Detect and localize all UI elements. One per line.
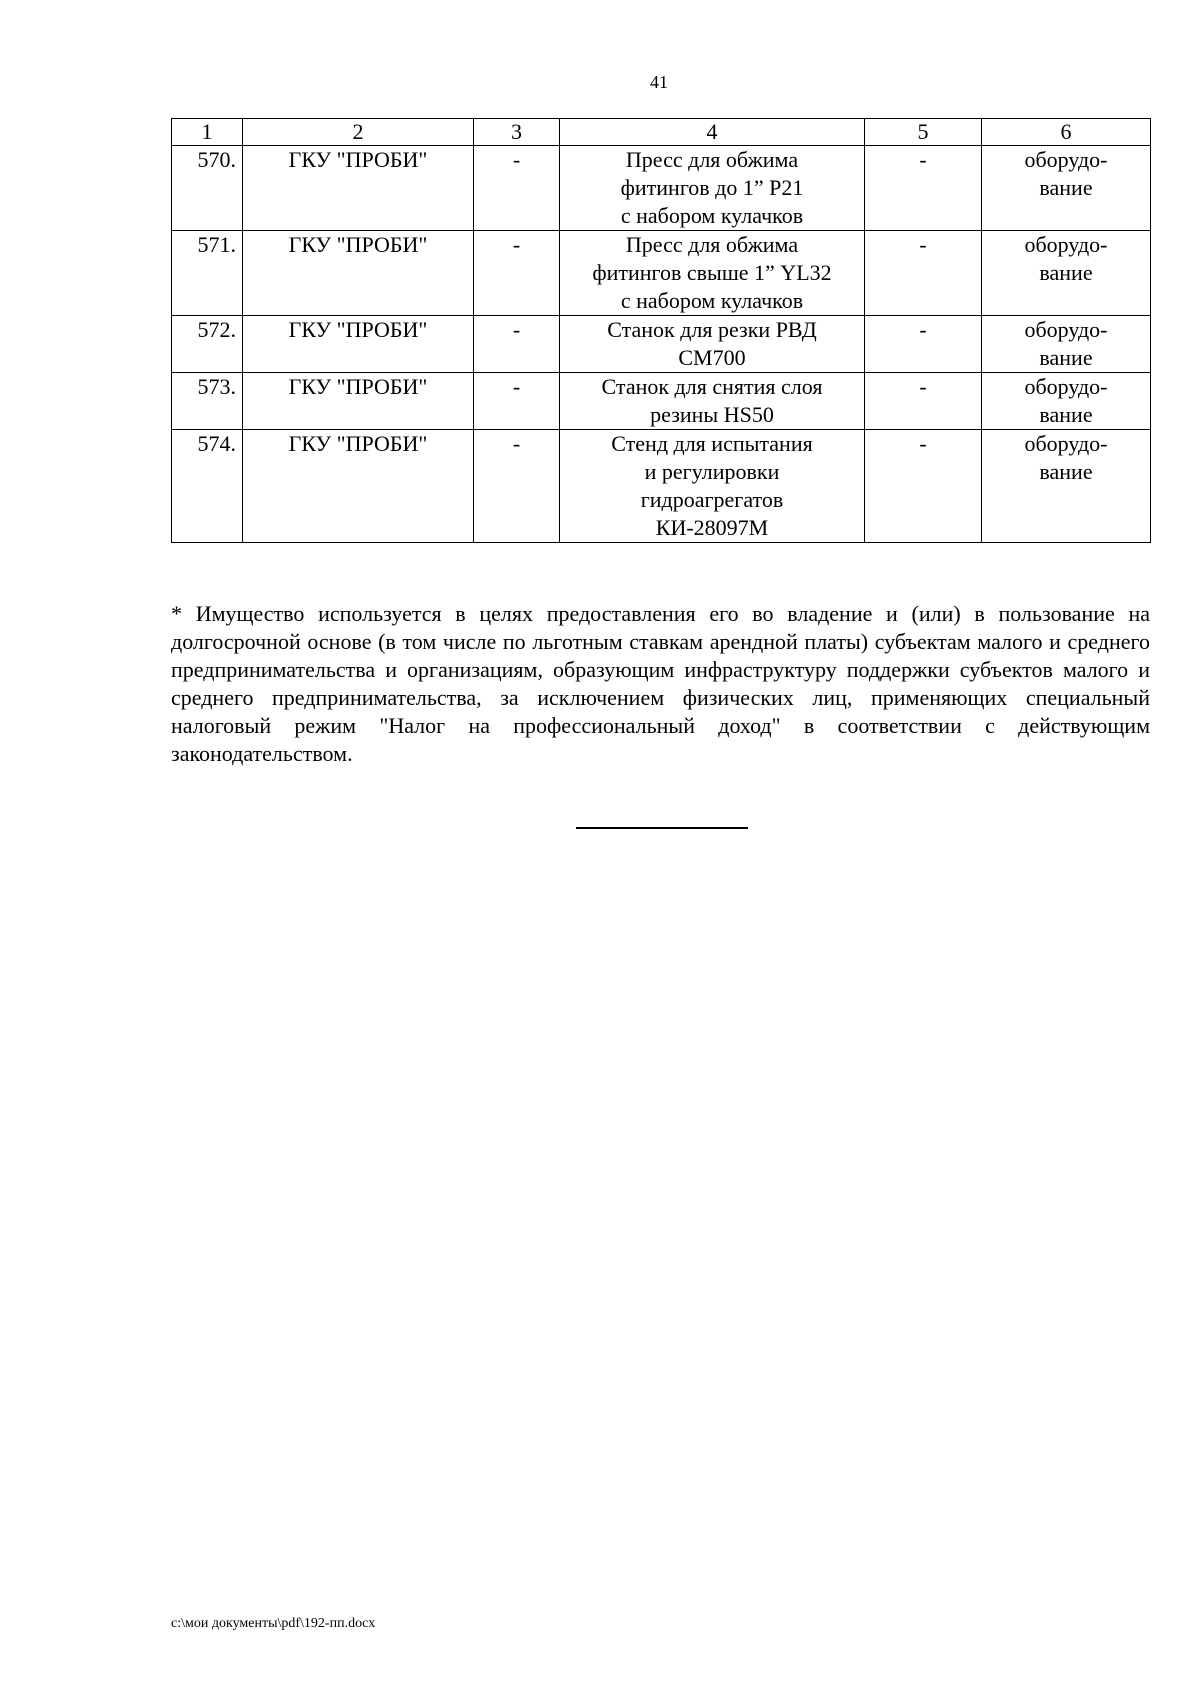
property-name-cell: Стенд для испытания и регулировки гидроагрегатов КИ-28097М: [560, 430, 865, 543]
property-type-cell: оборудо- вание: [982, 231, 1151, 316]
property-name-cell: Пресс для обжима фитингов до 1” P21 с набором кулачков: [560, 146, 865, 231]
holder-cell: ГКУ "ПРОБИ": [243, 373, 474, 430]
column-5-cell: -: [865, 373, 982, 430]
column-3-cell: -: [474, 146, 560, 231]
column-3-cell: -: [474, 316, 560, 373]
row-number-cell: 570.: [172, 146, 243, 231]
footnote-text: * Имущество используется в целях предоставления его во владение и (или) в пользование на долгосрочной основе (в том числе по льготным ставкам арендной платы) субъектам малого и среднего предпринимательства и организациям, образующим инфраструктуру поддержки субъектов малого и среднего предпринимательства, за исключением физических лиц, применяющих специальный налоговый режим "Налог на профессиональный доход" в соответствии с действующим законодательством.: [171, 601, 1150, 766]
table-row: [172, 146, 1151, 231]
file-path-footer: c:\мои документы\pdf\192-пп.docx: [171, 1616, 376, 1631]
column-5-cell: -: [865, 231, 982, 316]
property-name-cell: Станок для резки РВД CM700: [560, 316, 865, 373]
row-number-cell: 571.: [172, 231, 243, 316]
property-type-cell: оборудо- вание: [982, 373, 1151, 430]
table-header-row: [172, 119, 1151, 146]
column-header: 3: [474, 119, 560, 146]
column-3-cell: -: [474, 373, 560, 430]
column-5-cell: -: [865, 146, 982, 231]
row-number-cell: 574.: [172, 430, 243, 543]
column-header: 2: [243, 119, 474, 146]
property-name-cell: Станок для снятия слоя резины HS50: [560, 373, 865, 430]
holder-cell: ГКУ "ПРОБИ": [243, 146, 474, 231]
property-type-cell: оборудо- вание: [982, 316, 1151, 373]
table-row: [172, 231, 1151, 316]
column-3-cell: -: [474, 430, 560, 543]
holder-cell: ГКУ "ПРОБИ": [243, 231, 474, 316]
column-header: 5: [865, 119, 982, 146]
column-5-cell: -: [865, 316, 982, 373]
property-name-cell: Пресс для обжима фитингов свыше 1” YL32 с набором кулачков: [560, 231, 865, 316]
column-3-cell: -: [474, 231, 560, 316]
property-type-cell: оборудо- вание: [982, 430, 1151, 543]
property-type-cell: оборудо- вание: [982, 146, 1151, 231]
table-row: [172, 430, 1151, 543]
column-header: 4: [560, 119, 865, 146]
table-row: [172, 316, 1151, 373]
column-header: 1: [172, 119, 243, 146]
column-5-cell: -: [865, 430, 982, 543]
page-number: 41: [650, 72, 668, 92]
row-number-cell: 572.: [172, 316, 243, 373]
row-number-cell: 573.: [172, 373, 243, 430]
holder-cell: ГКУ "ПРОБИ": [243, 316, 474, 373]
holder-cell: ГКУ "ПРОБИ": [243, 430, 474, 543]
column-header: 6: [982, 119, 1151, 146]
separator-line: [576, 827, 748, 829]
property-table: [171, 118, 1151, 543]
table-row: [172, 373, 1151, 430]
